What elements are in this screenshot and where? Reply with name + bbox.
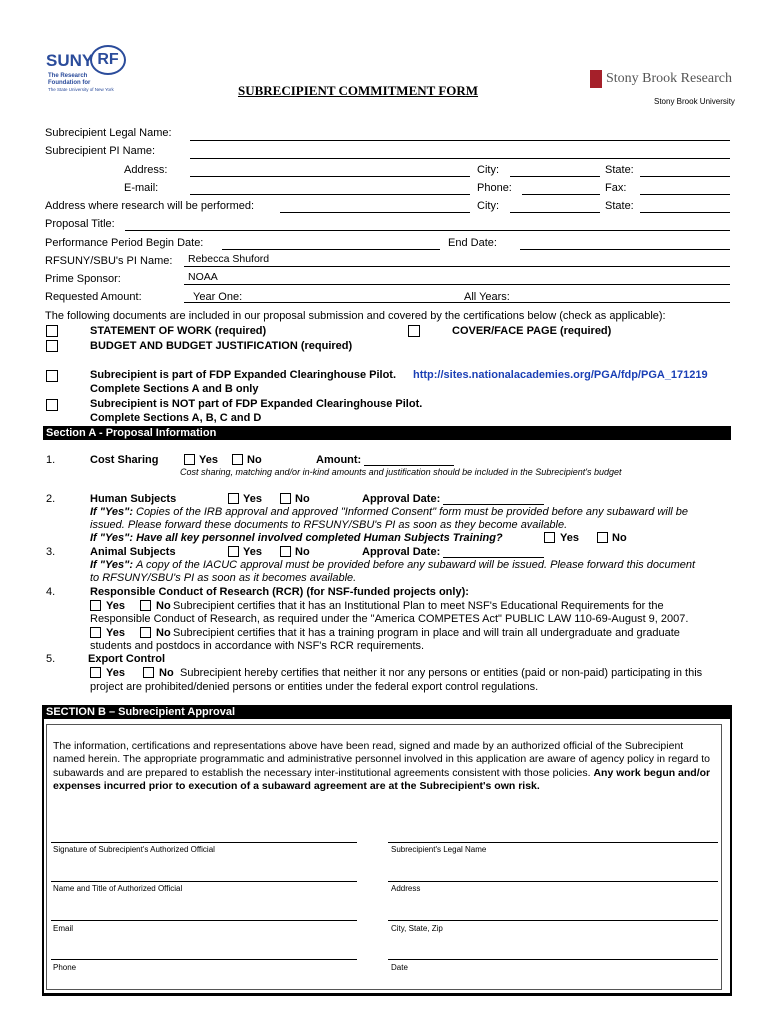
label-email: E-mail: <box>124 182 159 194</box>
as-if-yes: If "Yes": <box>90 559 134 571</box>
hs-training: If "Yes": Have all key personnel involved completed Human Subjects Training? <box>90 532 503 544</box>
checkbox-rcr2-no[interactable] <box>140 627 151 638</box>
checkbox-budget[interactable] <box>46 340 58 352</box>
item-number-1: 1. <box>46 454 56 466</box>
checkbox-hs-no[interactable] <box>280 493 291 504</box>
input-city2[interactable] <box>510 212 600 213</box>
label-pilot-no: Subrecipient is NOT part of FDP Expanded Clearinghouse Pilot. <box>90 398 423 410</box>
label-training-yes: Yes <box>560 532 579 544</box>
hs-note2: issued. Please forward these documents to RFSUNY/SBU's PI as soon as they become available. <box>90 519 568 531</box>
input-legal-name[interactable] <box>190 140 730 141</box>
export2: project are prohibited/denied persons or entities under the federal export control regulations. <box>90 681 539 693</box>
input-address[interactable] <box>190 176 470 177</box>
input-fax[interactable] <box>640 194 730 195</box>
email-line[interactable] <box>51 920 357 921</box>
item-number-2: 2. <box>46 493 56 505</box>
label-begin-date: Performance Period Begin Date: <box>45 237 204 249</box>
label-phone: Phone: <box>477 182 512 194</box>
label-sow: STATEMENT OF WORK (required) <box>90 325 267 337</box>
label-as-approval-date: Approval Date: <box>362 546 441 558</box>
label-city2: City: <box>477 200 499 212</box>
label-year-one: Year One: <box>193 291 243 303</box>
label-export-control: Export Control <box>88 653 165 665</box>
name-title-line[interactable] <box>51 881 357 882</box>
label-hs-approval-date: Approval Date: <box>362 493 441 505</box>
input-rfsuny-pi[interactable] <box>184 266 730 267</box>
label-state2: State: <box>605 200 634 212</box>
checkbox-export-yes[interactable] <box>90 667 101 678</box>
item-number-4: 4. <box>46 586 56 598</box>
input-state2[interactable] <box>640 212 730 213</box>
suny-logo-sub3: The State University of New York <box>48 87 114 92</box>
as-note2: to RFSUNY/SBU's PI as soon as it becomes available. <box>90 572 357 584</box>
checkbox-hs-yes[interactable] <box>228 493 239 504</box>
input-hs-approval-date[interactable] <box>443 504 544 505</box>
form-title: SUBRECIPIENT COMMITMENT FORM <box>238 83 479 98</box>
label-legal-name-b: Subrecipient's Legal Name <box>391 845 487 854</box>
docs-intro: The following documents are included in our proposal submission and covered by the certifications below (check as applicable): <box>45 310 666 322</box>
stony-brook-logo <box>590 70 740 90</box>
label-as-yes: Yes <box>243 546 262 558</box>
checkbox-training-no[interactable] <box>597 532 608 543</box>
label-animal-subjects: Animal Subjects <box>90 546 176 558</box>
input-begin-date[interactable] <box>222 249 440 250</box>
label-email-b: Email <box>53 924 74 933</box>
suny-logo-sub1: The Research <box>48 73 88 79</box>
label-pilot-no-sub: Complete Sections A, B, C and D <box>90 412 262 424</box>
stony-brook-university: Stony Brook University <box>654 97 735 106</box>
input-research-address[interactable] <box>280 212 470 213</box>
checkbox-as-yes[interactable] <box>228 546 239 557</box>
stony-brook-logo-mark <box>590 70 602 88</box>
section-b-bold: Any work begun and/or expenses incurred prior to execution of a subaward agreement are at the Subrecipient's own risk. <box>53 766 711 793</box>
phone-line[interactable] <box>51 959 357 960</box>
checkbox-cover[interactable] <box>408 325 420 337</box>
input-proposal-title[interactable] <box>125 230 730 231</box>
prime-sponsor-value[interactable]: NOAA <box>188 271 218 283</box>
label-cost-sharing: Cost Sharing <box>90 454 159 466</box>
label-hs-no: No <box>295 493 310 505</box>
checkbox-pilot-no[interactable] <box>46 399 58 411</box>
label-rcr1-no: No <box>156 600 171 612</box>
label-pilot-yes-sub: Complete Sections A and B only <box>90 383 259 395</box>
label-legal-name: Subrecipient Legal Name: <box>45 127 172 139</box>
input-amount[interactable] <box>364 465 454 466</box>
label-cost-no: No <box>247 454 262 466</box>
label-address-b: Address <box>391 884 421 893</box>
suny-logo-text: SUNY <box>46 51 94 70</box>
address-line[interactable] <box>388 881 718 882</box>
label-requested-amount: Requested Amount: <box>45 291 142 303</box>
item-number-5: 5. <box>46 653 56 665</box>
label-state: State: <box>605 164 634 176</box>
stony-brook-logo-text: Stony Brook Research <box>606 71 732 86</box>
label-date-b: Date <box>391 963 408 972</box>
label-cover: COVER/FACE PAGE (required) <box>452 325 612 337</box>
label-rcr: Responsible Conduct of Research (RCR) (for NSF-funded projects only): <box>90 586 469 598</box>
input-city[interactable] <box>510 176 600 177</box>
input-end-date[interactable] <box>520 249 730 250</box>
label-budget: BUDGET AND BUDGET JUSTIFICATION (required) <box>90 340 353 352</box>
label-export-yes: Yes <box>106 667 125 679</box>
date-line[interactable] <box>388 959 718 960</box>
label-export-no: No <box>159 667 174 679</box>
label-city: City: <box>477 164 499 176</box>
pilot-link[interactable]: http://sites.nationalacademies.org/PGA/fdp/PGA_171219 <box>413 369 708 381</box>
checkbox-rcr1-yes[interactable] <box>90 600 101 611</box>
label-fax: Fax: <box>605 182 627 194</box>
label-city-state-zip: City, State, Zip <box>391 924 443 933</box>
label-rfsuny-pi: RFSUNY/SBU's PI Name: <box>45 255 173 267</box>
input-as-approval-date[interactable] <box>443 557 544 558</box>
label-rcr1-yes: Yes <box>106 600 125 612</box>
input-email[interactable] <box>190 194 470 195</box>
label-address: Address: <box>124 164 168 176</box>
label-rcr2-no: No <box>156 627 171 639</box>
label-pilot-yes: Subrecipient is part of FDP Expanded Clearinghouse Pilot. <box>90 369 397 381</box>
sig-line[interactable] <box>51 842 357 843</box>
checkbox-as-no[interactable] <box>280 546 291 557</box>
section-a-header: Section A - Proposal Information <box>43 426 731 440</box>
label-proposal-title: Proposal Title: <box>45 218 115 230</box>
label-all-years: All Years: <box>464 291 510 303</box>
suny-logo-sub2: Foundation for <box>48 80 91 86</box>
section-b-text <box>53 740 718 794</box>
item-number-3: 3. <box>46 546 56 558</box>
hs-if-yes: If "Yes": <box>90 506 134 518</box>
checkbox-export-no[interactable] <box>143 667 154 678</box>
checkbox-training-yes[interactable] <box>544 532 555 543</box>
label-human-subjects: Human Subjects <box>90 493 177 505</box>
export1: Subrecipient hereby certifies that neither it nor any persons or entities (paid or non-paid) participating in this <box>180 667 703 679</box>
input-requested-amount[interactable] <box>184 302 730 303</box>
label-research-address: Address where research will be performed: <box>45 200 255 212</box>
rfsuny-pi-value[interactable]: Rebecca Shuford <box>188 253 270 265</box>
city-state-zip-line[interactable] <box>388 920 718 921</box>
input-prime-sponsor[interactable] <box>184 284 730 285</box>
checkbox-pilot-yes[interactable] <box>46 370 58 382</box>
as-note1: A copy of the IACUC approval must be provided before any subaward will be issued. Please forward this document <box>136 559 696 571</box>
label-pi-name: Subrecipient PI Name: <box>45 145 156 157</box>
section-b-paragraph: The information, certifications and representations above have been read, signed and made by an authorized official of the Subrecipient named herein. The appropriate programmatic and administrative personnel involved in this application are aware of agency policy in regard to subawards and are prepared to establish the necessary inter-institutional agreements consistent with those policies. <box>53 740 711 779</box>
rcr1a: Subrecipient certifies that it has an Institutional Plan to meet NSF's Educational Requirements for the <box>173 600 664 612</box>
rcr2b: students and postdocs in accordance with NSF's RCR requirements. <box>90 640 425 652</box>
label-cost-yes: Yes <box>199 454 218 466</box>
checkbox-rcr1-no[interactable] <box>140 600 151 611</box>
input-state[interactable] <box>640 176 730 177</box>
rf-logo-circle: RF <box>90 45 126 75</box>
cost-note: Cost sharing, matching and/or in-kind amounts and justification should be included in the Subrecipient's budget <box>180 467 622 477</box>
checkbox-sow[interactable] <box>46 325 58 337</box>
label-signature: Signature of Subrecipient's Authorized Official <box>53 845 215 854</box>
label-amount: Amount: <box>316 454 362 466</box>
rcr2a: Subrecipient certifies that it has a training program in place and will train all undergraduate and graduate <box>173 627 680 639</box>
label-end-date: End Date: <box>448 237 497 249</box>
label-name-title: Name and Title of Authorized Official <box>53 884 183 893</box>
input-phone[interactable] <box>522 194 600 195</box>
label-rcr2-yes: Yes <box>106 627 125 639</box>
input-pi-name[interactable] <box>190 158 730 159</box>
checkbox-cost-yes[interactable] <box>184 454 195 465</box>
label-prime-sponsor: Prime Sponsor: <box>45 273 121 285</box>
label-training-no: No <box>612 532 627 544</box>
section-b-header: SECTION B – Subrecipient Approval <box>43 705 731 719</box>
checkbox-cost-no[interactable] <box>232 454 243 465</box>
label-hs-yes: Yes <box>243 493 262 505</box>
label-as-no: No <box>295 546 310 558</box>
checkbox-rcr2-yes[interactable] <box>90 627 101 638</box>
suny-rf-logo <box>46 44 136 96</box>
hs-note1: Copies of the IRB approval and approved "Informed Consent" form must be provided before any subaward will be <box>136 506 689 518</box>
rcr1b: Responsible Conduct of Research, as required under the "America COMPETES Act" PUBLIC LAW 110-69-August 9, 2007. <box>90 613 689 625</box>
label-phone-b: Phone <box>53 963 77 972</box>
legal-name-line[interactable] <box>388 842 718 843</box>
